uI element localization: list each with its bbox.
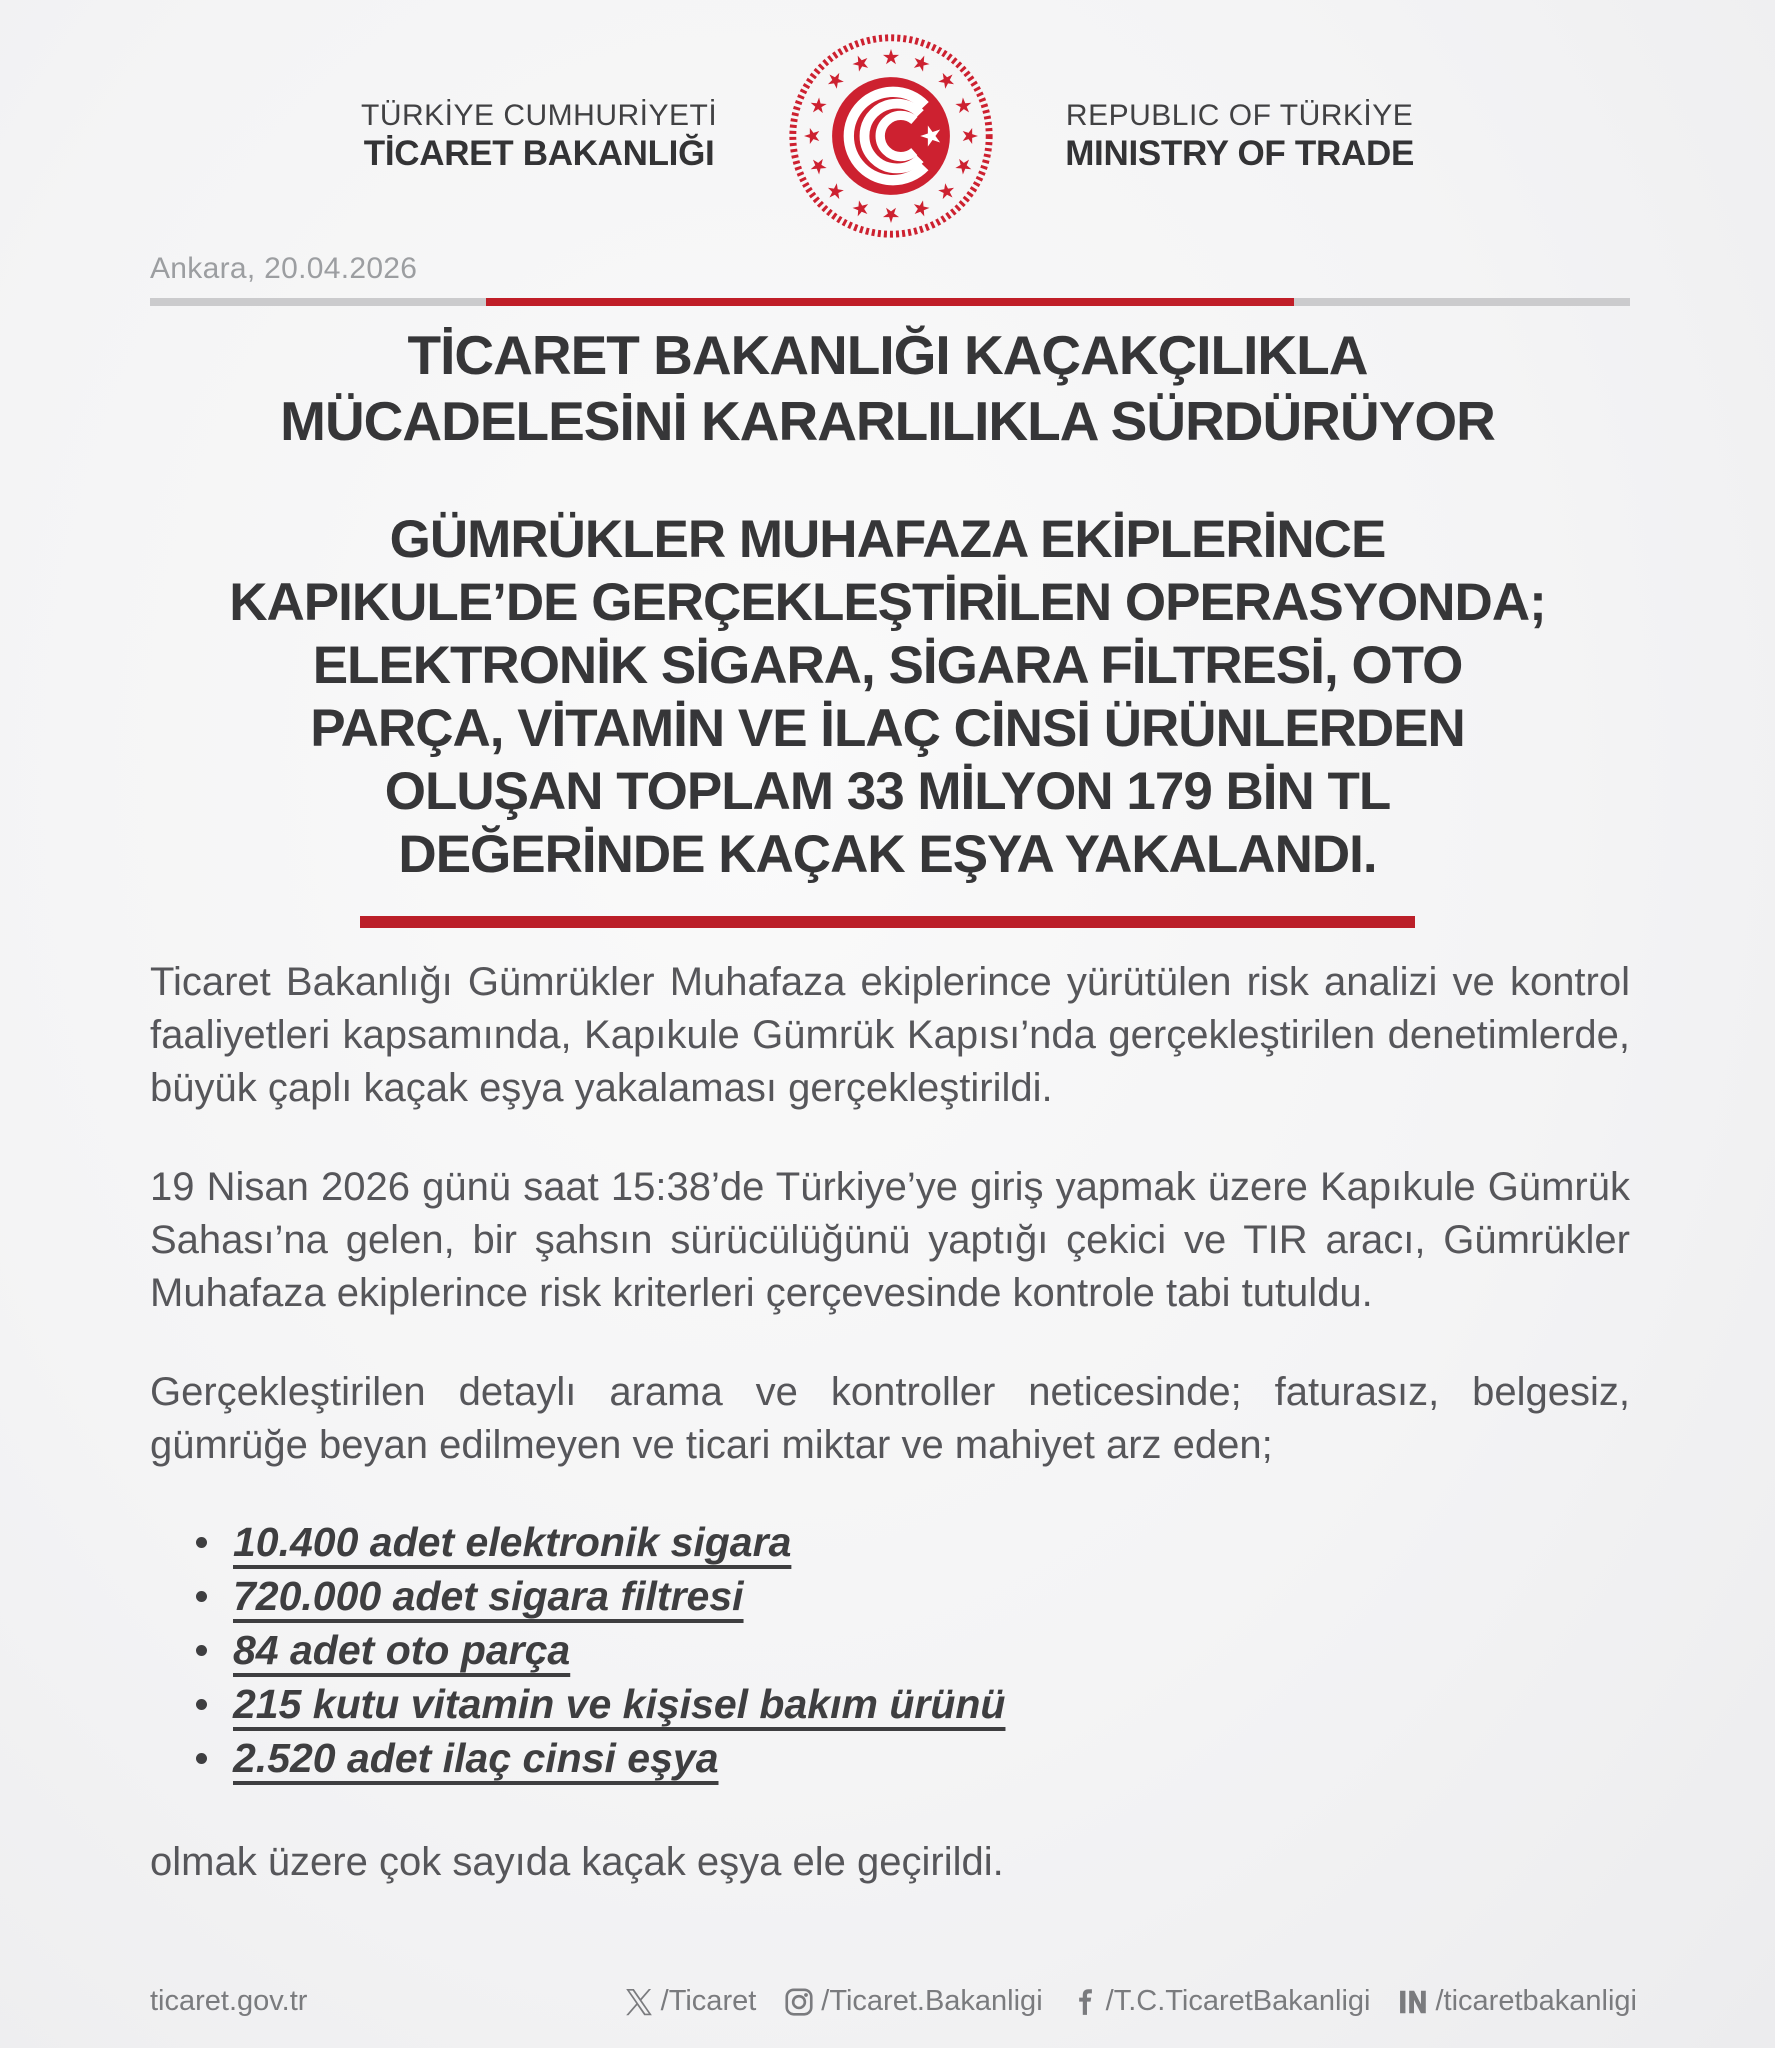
headline-line: MÜCADELESİNİ KARARLILIKLA SÜRDÜRÜYOR (280, 390, 1495, 452)
body-copy (150, 928, 1630, 1472)
x-icon (624, 1987, 654, 2017)
red-divider (360, 916, 1415, 928)
paragraph-risk-analysis: Ticaret Bakanlığı Gümrükler Muhafaza ekiplerince yürütülen risk analizi ve kontrol faaliyetleri kapsamında, Kapıkule Gümrük Kapısı’nda gerçekleştirilen denetimlerde, büyük çaplı kaçak eşya yakalaması gerçekleştirildi. (150, 960, 1630, 1110)
dateline: Ankara, 20.04.2026 (150, 252, 418, 285)
subheadline-line: KAPIKULE’DE GERÇEKLEŞTİRİLEN OPERASYONDA; (229, 573, 1546, 632)
org-tr-line2: TİCARET BAKANLIĞI (363, 134, 715, 173)
org-en-line1: REPUBLIC OF TÜRKİYE (1065, 99, 1414, 132)
org-tr-line1: TÜRKİYE CUMHURİYETİ (361, 99, 718, 132)
x-link[interactable] (624, 1985, 757, 2018)
headline-line: TİCARET BAKANLIĞI KAÇAKÇILIKLA (407, 324, 1368, 386)
facebook-icon (1071, 1987, 1099, 2017)
header (0, 0, 1775, 244)
footer (0, 1985, 1775, 2048)
org-name-turkish (361, 98, 717, 174)
website-link[interactable]: ticaret.gov.tr (150, 1985, 308, 2017)
seized-items-list (150, 1514, 1625, 1784)
subheadline-line: DEĞERİNDE KAÇAK EŞYA YAKALANDI. (398, 825, 1377, 884)
bullet-dot (196, 1591, 207, 1602)
seized-item-label: 215 kutu vitamin ve kişisel bakım ürünü (233, 1681, 1006, 1727)
closing-line: olmak üzere çok sayıda kaçak eşya ele geçirildi. (150, 1840, 1004, 1884)
org-name-english (1065, 98, 1414, 174)
list-item (150, 1732, 1625, 1784)
instagram-link[interactable] (784, 1985, 1042, 2018)
list-item (150, 1624, 1625, 1676)
seized-item-label: 2.520 adet ilaç cinsi eşya (233, 1735, 719, 1781)
list-item (150, 1570, 1625, 1622)
seized-item-label: 84 adet oto parça (233, 1627, 571, 1673)
instagram-icon (784, 1987, 814, 2017)
list-item (150, 1678, 1625, 1730)
social-links (624, 1985, 1637, 2018)
ministry-logo (783, 28, 999, 244)
org-en-line2: MINISTRY OF TRADE (1065, 134, 1414, 173)
instagram-handle: /Ticaret.Bakanligi (821, 1985, 1043, 2017)
header-rule (150, 298, 1630, 306)
headline (0, 322, 1775, 454)
bullet-dot (196, 1645, 207, 1656)
facebook-link[interactable] (1071, 1985, 1371, 2018)
subheadline (0, 508, 1775, 886)
header-rule-accent (486, 298, 1294, 306)
subheadline-line: GÜMRÜKLER MUHAFAZA EKİPLERİNCE (389, 510, 1386, 569)
bullet-dot (196, 1753, 207, 1764)
nsosyal-link[interactable] (1399, 1985, 1638, 2018)
nsosyal-handle: /ticaretbakanligi (1435, 1985, 1637, 2017)
seized-item-label: 10.400 adet elektronik sigara (233, 1519, 792, 1565)
bullet-dot (196, 1537, 207, 1548)
facebook-handle: /T.C.TicaretBakanligi (1105, 1985, 1371, 2017)
list-item (150, 1516, 1625, 1568)
x-handle: /Ticaret (660, 1985, 757, 2017)
paragraph-search-results: Gerçekleştirilen detaylı arama ve kontroller neticesinde; faturasız, belgesiz, gümrüğe beyan edilmeyen ve ticari miktar ve mahiyet arz eden; (150, 1370, 1630, 1467)
paragraph-inspection: 19 Nisan 2026 günü saat 15:38’de Türkiye’ye giriş yapmak üzere Kapıkule Gümrük Sahası’na gelen, bir şahsın sürücülüğünü yaptığı çekici ve TIR aracı, Gümrükler Muhafaza ekiplerince risk kriterleri çerçevesinde kontrole tabi tutuldu. (150, 1165, 1630, 1315)
bullet-dot (196, 1699, 207, 1710)
nsosyal-icon (1399, 1987, 1429, 2017)
subheadline-line: PARÇA, VİTAMİN VE İLAÇ CİNSİ ÜRÜNLERDEN (310, 699, 1465, 758)
ministry-of-trade-logo-icon (783, 28, 999, 244)
subheadline-line: OLUŞAN TOPLAM 33 MİLYON 179 BİN TL (384, 762, 1391, 821)
seized-item-label: 720.000 adet sigara filtresi (233, 1573, 744, 1619)
subheadline-line: ELEKTRONİK SİGARA, SİGARA FİLTRESİ, OTO (312, 636, 1463, 695)
